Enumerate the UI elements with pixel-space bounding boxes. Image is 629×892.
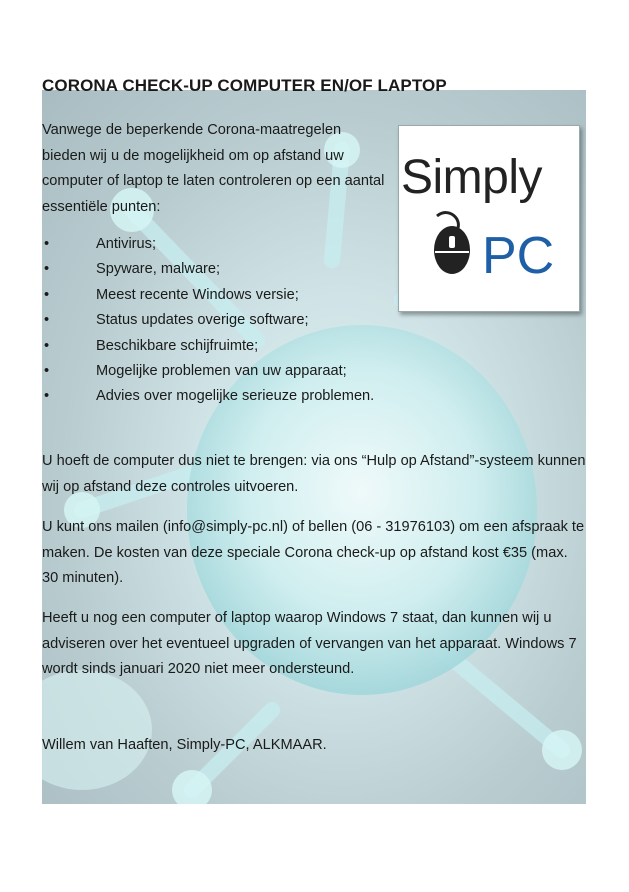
- simply-pc-logo: [398, 125, 580, 312]
- bullet: •: [44, 337, 50, 354]
- signature: Willem van Haaften, Simply-PC, ALKMAAR.: [42, 737, 327, 753]
- bullet: •: [44, 388, 50, 405]
- list-item-text: Advies over mogelijke serieuze problemen.: [96, 388, 375, 405]
- bullet: •: [44, 236, 50, 252]
- list-item-text: Mogelijke problemen van uw apparaat;: [96, 362, 347, 379]
- list-item-text: Meest recente Windows versie;: [96, 286, 299, 303]
- windows7-paragraph: Heeft u nog een computer of laptop waarop Windows 7 staat, dan kunnen wij u adviseren over het eventueel upgraden of vervangen van het apparaat. Windows 7 wordt sinds januari 2020 niet meer ondersteund.: [42, 610, 577, 677]
- intro-paragraph: Vanwege de beperkende Corona-maatregelen bieden wij u de mogelijkheid om op afstand uw computer of laptop te laten controleren op een aantal essentiële punten:: [42, 122, 385, 215]
- page-title: CORONA CHECK-UP COMPUTER EN/OF LAPTOP: [42, 76, 447, 95]
- bullet: •: [44, 286, 50, 303]
- contact-paragraph: U kunt ons mailen (info@simply-pc.nl) of bellen (06 - 31976103) om een afspraak te maken. De kosten van deze speciale Corona check-up op afstand kost €35 (max. 30 minuten).: [42, 519, 585, 586]
- list-item-text: Spyware, malware;: [96, 261, 221, 278]
- list-item-text: Status updates overige software;: [96, 312, 309, 329]
- mouse-icon: [427, 210, 481, 276]
- logo-line-1: Simply: [401, 151, 543, 204]
- remote-help-paragraph: U hoeft de computer dus niet te brengen: via ons “Hulp op Afstand”-systeem kunnen wij op afstand deze controles uitvoeren.: [42, 453, 586, 495]
- logo-line-2: PC: [482, 227, 555, 285]
- bullet: •: [44, 362, 50, 379]
- list-item-text: Beschikbare schijfruimte;: [96, 337, 259, 354]
- bullet: •: [44, 261, 50, 278]
- list-item-text: Antivirus;: [96, 236, 157, 252]
- bullet: •: [44, 312, 50, 329]
